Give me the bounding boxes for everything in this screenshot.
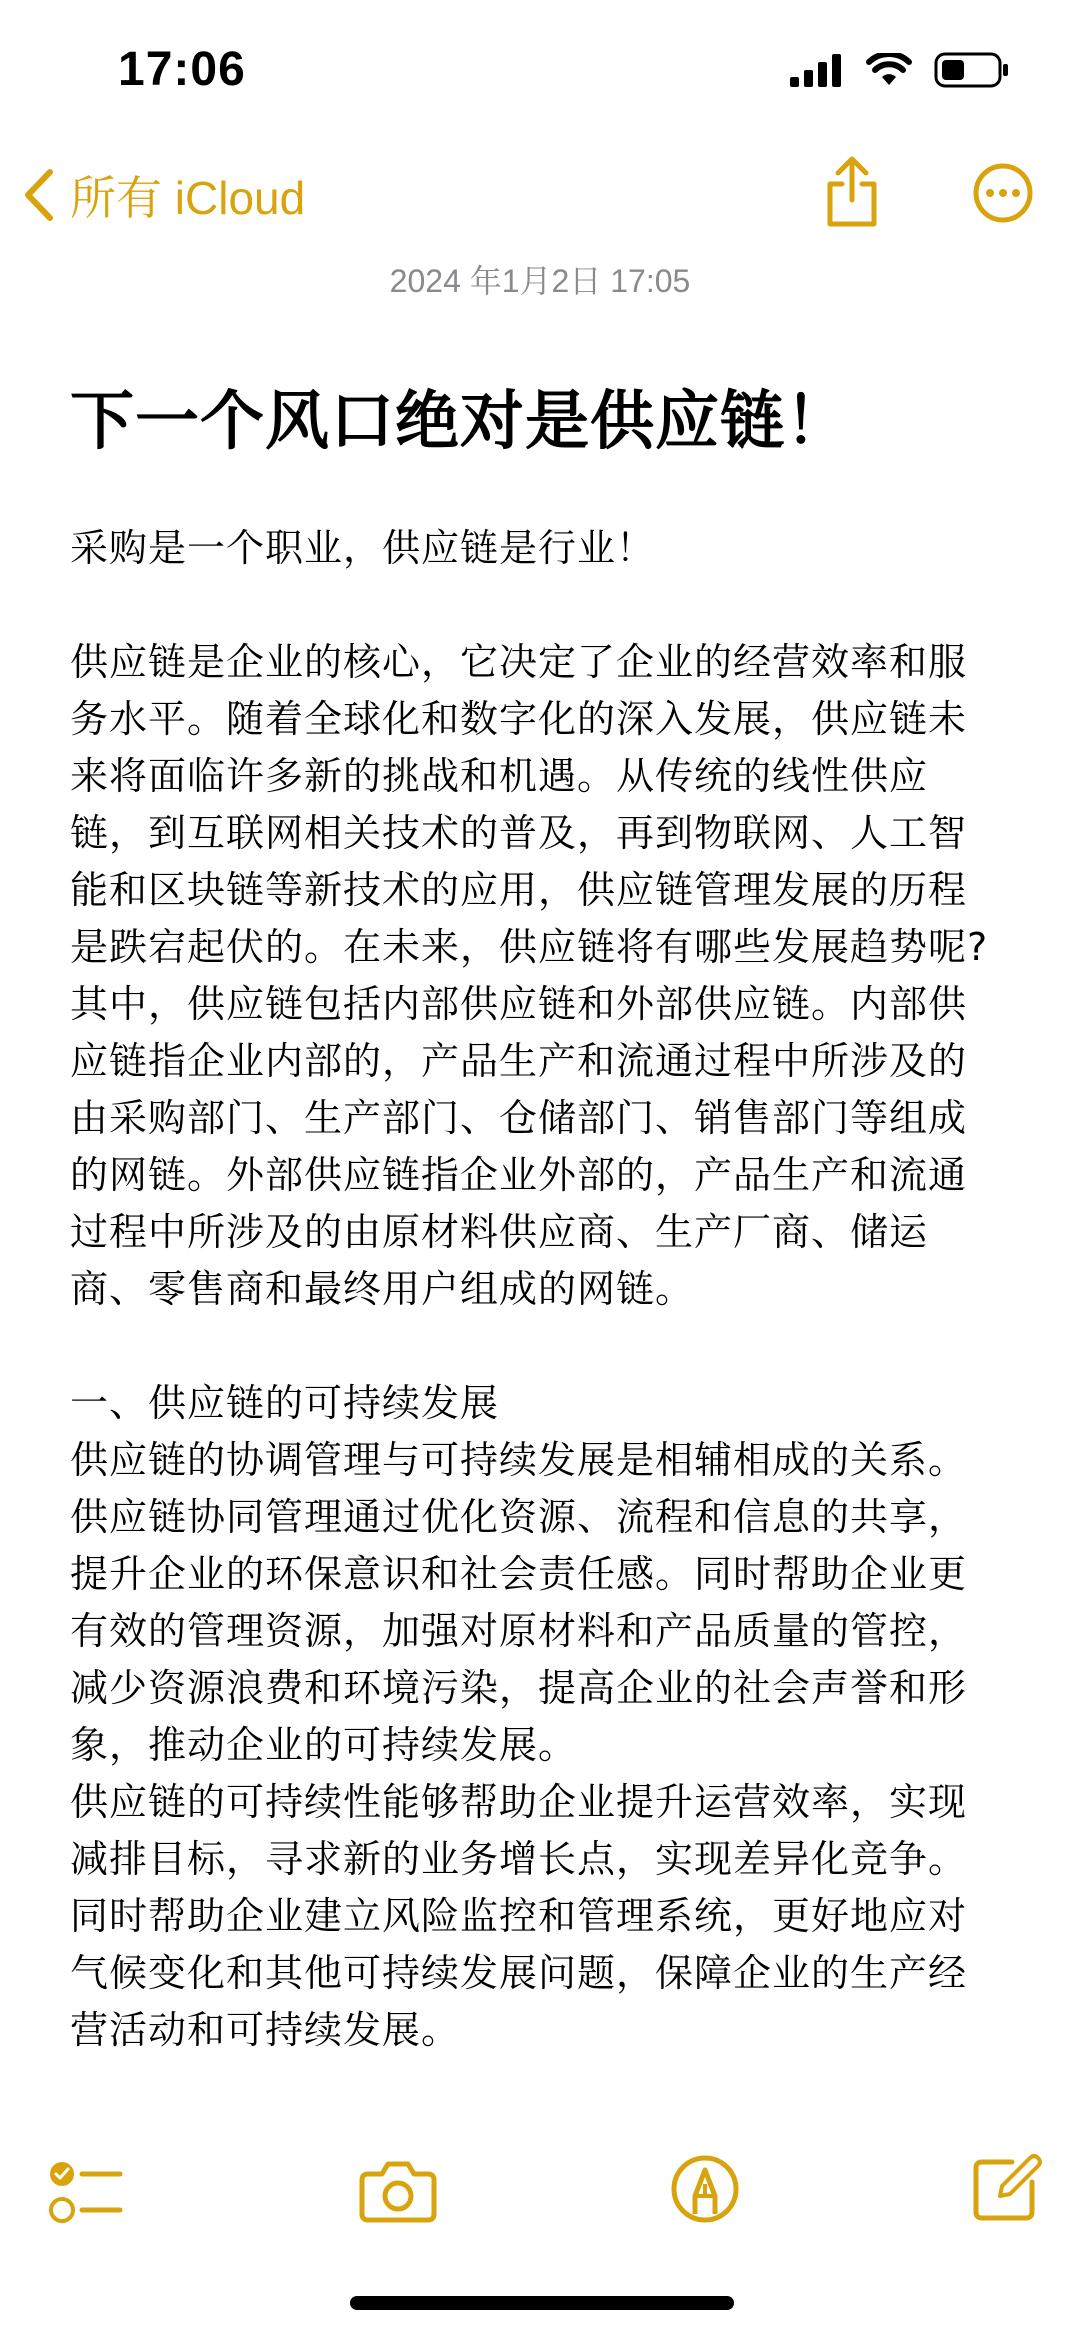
note-line: 象，推动企业的可持续发展。 bbox=[70, 1723, 578, 1767]
status-time: 17:06 bbox=[118, 43, 246, 96]
more-button[interactable] bbox=[972, 162, 1034, 228]
camera-button[interactable] bbox=[358, 2158, 438, 2228]
note-line: 是跌宕起伏的。在未来，供应链将有哪些发展趋势呢? bbox=[70, 925, 989, 969]
wifi-icon bbox=[866, 53, 912, 87]
note-line: 供应链是企业的核心，它决定了企业的经营效率和服 bbox=[70, 640, 968, 684]
back-button[interactable] bbox=[22, 162, 305, 228]
note-line: 减排目标，寻求新的业务增长点，实现差异化竞争。 bbox=[70, 1837, 968, 1881]
markup-button[interactable] bbox=[670, 2154, 740, 2228]
note-blank-line bbox=[70, 577, 1020, 634]
note-line: 能和区块链等新技术的应用，供应链管理发展的历程 bbox=[70, 868, 968, 912]
bottom-toolbar bbox=[0, 2140, 1080, 2250]
nav-bar bbox=[0, 150, 1080, 250]
camera-icon bbox=[358, 2158, 438, 2224]
compose-button[interactable] bbox=[972, 2150, 1042, 2226]
markup-pen-icon bbox=[670, 2154, 740, 2224]
note-line: 同时帮助企业建立风险监控和管理系统，更好地应对 bbox=[70, 1894, 968, 1938]
note-line: 来将面临许多新的挑战和机遇。从传统的线性供应 bbox=[70, 754, 929, 798]
status-bar bbox=[0, 0, 1080, 130]
note-line: 供应链的可持续性能够帮助企业提升运营效率，实现 bbox=[70, 1780, 968, 1824]
note-line: 营活动和可持续发展。 bbox=[70, 2008, 461, 2052]
battery-icon bbox=[934, 52, 1010, 88]
note-line: 一、供应链的可持续发展 bbox=[70, 1381, 500, 1425]
note-line: 的网链。外部供应链指企业外部的，产品生产和流通 bbox=[70, 1153, 968, 1197]
home-indicator[interactable] bbox=[350, 2296, 734, 2310]
status-icons bbox=[790, 52, 1010, 88]
note-line: 供应链的协调管理与可持续发展是相辅相成的关系。 bbox=[70, 1438, 968, 1482]
cellular-signal-icon bbox=[790, 53, 844, 87]
back-label: 所有 iCloud bbox=[70, 172, 306, 224]
note-line: 商、零售商和最终用户组成的网链。 bbox=[70, 1267, 695, 1311]
note-line: 过程中所涉及的由原材料供应商、生产厂商、储运 bbox=[70, 1210, 929, 1254]
note-line: 有效的管理资源，加强对原材料和产品质量的管控， bbox=[70, 1609, 968, 1653]
note-line: 链，到互联网相关技术的普及，再到物联网、人工智 bbox=[70, 811, 968, 855]
compose-icon bbox=[972, 2150, 1042, 2222]
share-icon bbox=[822, 154, 882, 228]
note-line: 务水平。随着全球化和数字化的深入发展，供应链未 bbox=[70, 697, 968, 741]
note-line: 气候变化和其他可持续发展问题，保障企业的生产经 bbox=[70, 1951, 968, 1995]
note-line: 供应链协同管理通过优化资源、流程和信息的共享， bbox=[70, 1495, 968, 1539]
more-ellipsis-icon bbox=[972, 162, 1034, 224]
note-line: 由采购部门、生产部门、仓储部门、销售部门等组成 bbox=[70, 1096, 968, 1140]
note-line: 应链指企业内部的，产品生产和流通过程中所涉及的 bbox=[70, 1039, 968, 1083]
note-title[interactable]: 下一个风口绝对是供应链！ bbox=[70, 385, 850, 459]
checklist-button[interactable] bbox=[48, 2160, 124, 2230]
note-line: 提升企业的环保意识和社会责任感。同时帮助企业更 bbox=[70, 1552, 968, 1596]
note-blank-line bbox=[70, 1318, 1020, 1375]
note-line: 减少资源浪费和环境污染，提高企业的社会声誉和形 bbox=[70, 1666, 968, 1710]
checklist-icon bbox=[48, 2160, 124, 2226]
note-line: 其中，供应链包括内部供应链和外部供应链。内部供 bbox=[70, 982, 968, 1026]
share-button[interactable] bbox=[822, 154, 882, 232]
note-body[interactable] bbox=[70, 520, 1020, 2059]
note-date: 2024 年1月2日 17:05 bbox=[389, 263, 691, 299]
note-line: 采购是一个职业，供应链是行业！ bbox=[70, 526, 656, 570]
chevron-left-icon bbox=[22, 166, 56, 224]
